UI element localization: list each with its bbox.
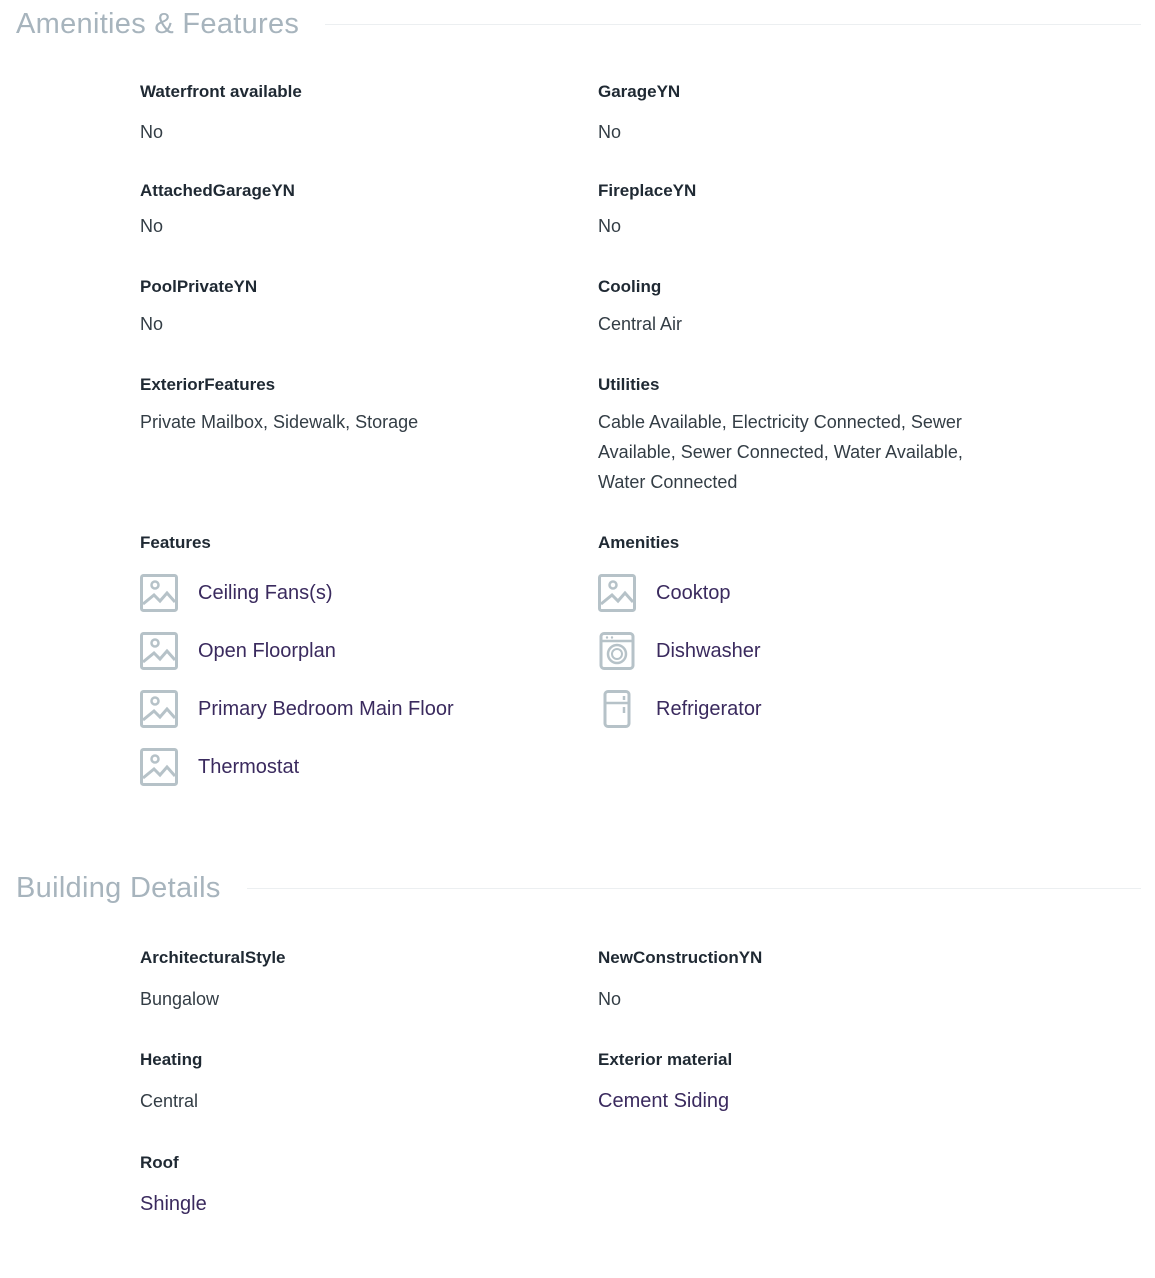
image-placeholder-icon bbox=[598, 574, 636, 612]
list-item[interactable] bbox=[598, 622, 1038, 680]
field-label: GarageYN bbox=[598, 82, 681, 101]
dishwasher-icon bbox=[598, 632, 636, 670]
field-value: No bbox=[140, 122, 164, 142]
field-value: Central bbox=[140, 1091, 199, 1111]
list-item[interactable] bbox=[140, 738, 580, 796]
field-value: No bbox=[598, 216, 622, 236]
field-cooling bbox=[598, 277, 1018, 339]
image-placeholder-icon bbox=[140, 574, 178, 612]
field-exterior-material bbox=[598, 1050, 1018, 1116]
list-item[interactable] bbox=[598, 564, 1038, 622]
list-item[interactable] bbox=[140, 622, 580, 680]
field-value: Cable Available, Electricity Connected, Sewer Available, Sewer Connected, Water Available, Water Connected bbox=[598, 412, 963, 492]
field-label: ArchitecturalStyle bbox=[140, 948, 286, 967]
list-item[interactable] bbox=[598, 680, 1038, 738]
list-item[interactable] bbox=[140, 680, 580, 738]
field-utilities bbox=[598, 375, 998, 497]
image-placeholder-icon bbox=[140, 632, 178, 670]
field-label: ExteriorFeatures bbox=[140, 375, 276, 394]
field-fireplace bbox=[598, 181, 1018, 241]
features-heading bbox=[140, 533, 560, 553]
field-label: NewConstructionYN bbox=[598, 948, 763, 967]
list-item-label: Open Floorplan bbox=[198, 639, 336, 662]
field-label: PoolPrivateYN bbox=[140, 277, 258, 296]
list-item-label: Cooktop bbox=[656, 581, 731, 604]
field-label: Roof bbox=[140, 1153, 179, 1172]
field-label: AttachedGarageYN bbox=[140, 181, 295, 200]
amenities-label: Amenities bbox=[598, 533, 680, 552]
field-exterior-features bbox=[140, 375, 560, 437]
section-divider bbox=[325, 24, 1141, 25]
list-item-label: Ceiling Fans(s) bbox=[198, 581, 333, 604]
list-item-label: Thermostat bbox=[198, 755, 300, 778]
field-value: No bbox=[598, 122, 622, 142]
amenities-list bbox=[598, 564, 1038, 738]
amenities-heading bbox=[598, 533, 1018, 553]
list-item[interactable] bbox=[140, 564, 580, 622]
list-item-label: Primary Bedroom Main Floor bbox=[198, 697, 454, 720]
field-value: Private Mailbox, Sidewalk, Storage bbox=[140, 412, 419, 432]
field-heating bbox=[140, 1050, 560, 1116]
exterior-material-link[interactable]: Cement Siding bbox=[598, 1090, 730, 1112]
image-placeholder-icon bbox=[140, 748, 178, 786]
field-waterfront bbox=[140, 82, 560, 147]
field-architectural-style bbox=[140, 948, 560, 1014]
field-label: Cooling bbox=[598, 277, 662, 296]
features-list bbox=[140, 564, 580, 796]
field-label: Heating bbox=[140, 1050, 203, 1069]
amenities-features-header bbox=[16, 8, 1141, 41]
list-item-label: Dishwasher bbox=[656, 639, 761, 662]
roof-link[interactable]: Shingle bbox=[140, 1193, 207, 1215]
features-label: Features bbox=[140, 533, 211, 552]
field-label: FireplaceYN bbox=[598, 181, 697, 200]
field-label: Utilities bbox=[598, 375, 660, 394]
building-details-title: Building Details bbox=[16, 872, 221, 904]
field-pool-private bbox=[140, 277, 560, 339]
field-value: No bbox=[140, 314, 164, 334]
refrigerator-icon bbox=[598, 690, 636, 728]
field-value: Bungalow bbox=[140, 989, 220, 1009]
amenities-features-title: Amenities & Features bbox=[16, 8, 300, 40]
field-new-construction bbox=[598, 948, 1018, 1014]
field-roof bbox=[140, 1153, 560, 1219]
list-item-label: Refrigerator bbox=[656, 697, 762, 720]
field-attached-garage bbox=[140, 181, 560, 241]
field-label: Exterior material bbox=[598, 1050, 733, 1069]
field-value: No bbox=[140, 216, 164, 236]
building-details-header bbox=[16, 872, 1141, 905]
image-placeholder-icon bbox=[140, 690, 178, 728]
field-value: Central Air bbox=[598, 314, 683, 334]
field-value: No bbox=[598, 989, 622, 1009]
field-label: Waterfront available bbox=[140, 82, 302, 101]
field-garage bbox=[598, 82, 1018, 147]
section-divider bbox=[247, 888, 1141, 889]
